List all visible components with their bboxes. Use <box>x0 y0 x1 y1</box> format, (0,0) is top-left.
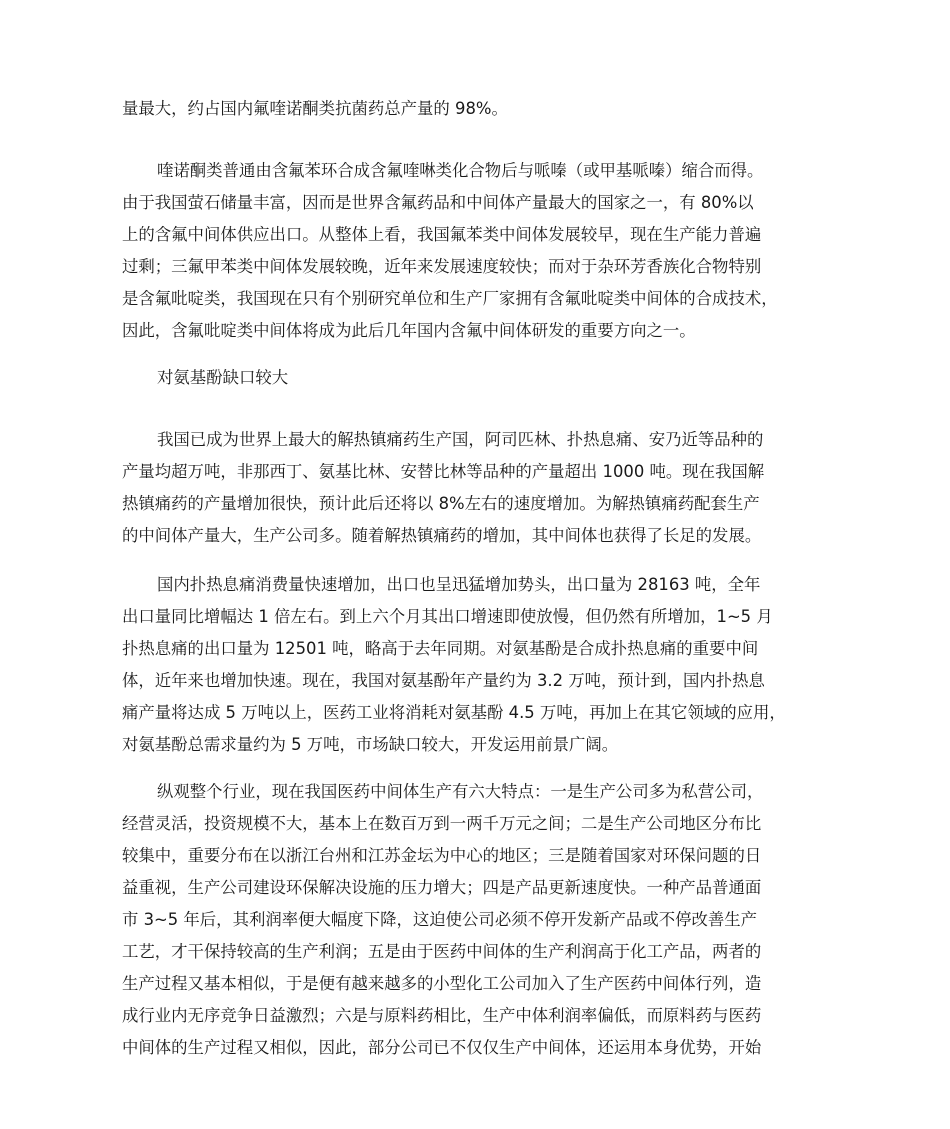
text-line: 痛产量将达成 5 万吨以上，医药工业将消耗对氨基酚 4.5 万吨，再加上在其它领域的应用， <box>122 703 786 722</box>
text-line: 因此，含氟吡啶类中间体将成为此后几年国内含氟中间体研发的重要方向之一。 <box>122 321 696 340</box>
text-line: 市 3~5 年后，其利润率便大幅度下降，这迫使公司必须不停开发新产品或不停改善生产 <box>122 910 758 929</box>
heading-text: 对氨基酚缺口较大 <box>157 368 289 387</box>
text-line: 量最大，约占国内氟喹诺酮类抗菌药总产量的 98%。 <box>122 99 508 118</box>
text-line: 上的含氟中间体供应出口。从整体上看，我国氟苯类中间体发展较早，现在生产能力普遍 <box>122 225 762 244</box>
section-heading <box>122 362 834 394</box>
text-line: 中间体的生产过程又相似，因此，部分公司已不仅仅生产中间体，还运用本身优势，开始 <box>122 1038 762 1057</box>
text-line: 对氨基酚总需求量约为 5 万吨，市场缺口较大，开发运用前景广阔。 <box>122 735 619 754</box>
text-line: 成行业内无序竞争日益激烈；六是与原料药相比，生产中体利润率偏低，而原料药与医药 <box>122 1006 762 1025</box>
text-line: 喹诺酮类普通由含氟苯环合成含氟喹啉类化合物后与哌嗪（或甲基哌嗪）缩合而得。 <box>157 161 764 180</box>
text-line: 过剩；三氟甲苯类中间体发展较晚，近年来发展速度较快；而对于杂环芳香族化合物特别 <box>122 257 762 276</box>
paragraph-continuation <box>122 93 834 125</box>
text-line: 生产过程又基本相似，于是便有越来越多的小型化工公司加入了生产医药中间体行列，造 <box>122 974 762 993</box>
paragraph-fluoroquinolone <box>122 155 834 347</box>
paragraph-analgesics <box>122 424 834 552</box>
text-line: 较集中，重要分布在以浙江台州和江苏金坛为中心的地区；三是随着国家对环保问题的日 <box>122 846 762 865</box>
text-line: 产量均超万吨，非那西丁、氨基比林、安替比林等品种的产量超出 1000 吨。现在我国解 <box>122 462 765 481</box>
text-line: 是含氟吡啶类，我国现在只有个别研究单位和生产厂家拥有含氟吡啶类中间体的合成技术， <box>122 289 778 308</box>
paragraph-paracetamol <box>122 569 834 761</box>
text-line: 经营灵活，投资规模不大，基本上在数百万到一两千万元之间；二是生产公司地区分布比 <box>122 814 762 833</box>
text-line: 由于我国萤石储量丰富，因而是世界含氟药品和中间体产量最大的国家之一，有 80%以 <box>122 193 754 212</box>
text-line: 益重视，生产公司建设环保解决设施的压力增大；四是产品更新速度快。一种产品普通面 <box>122 878 762 897</box>
text-line: 扑热息痛的出口量为 12501 吨，略高于去年同期。对氨基酚是合成扑热息痛的重要中间 <box>122 639 759 658</box>
text-line: 我国已成为世界上最大的解热镇痛药生产国，阿司匹林、扑热息痛、安乃近等品种的 <box>157 430 764 449</box>
text-line: 体，近年来也增加快速。现在，我国对氨基酚年产量约为 3.2 万吨，预计到，国内扑热息 <box>122 671 765 690</box>
text-line: 工艺，才干保持较高的生产利润；五是由于医药中间体的生产利润高于化工产品，两者的 <box>122 942 762 961</box>
text-line: 出口量同比增幅达 1 倍左右。到上六个月其出口增速即使放慢，但仍然有所增加，1~5 月 <box>122 607 773 626</box>
paragraph-industry-features <box>122 776 834 1064</box>
text-line: 国内扑热息痛消费量快速增加，出口也呈迅猛增加势头，出口量为 28163 吨，全年 <box>157 575 761 594</box>
text-line: 纵观整个行业，现在我国医药中间体生产有六大特点：一是生产公司多为私营公司， <box>157 782 764 801</box>
text-line: 的中间体产量大，生产公司多。随着解热镇痛药的增加，其中间体也获得了长足的发展。 <box>122 526 762 545</box>
text-line: 热镇痛药的产量增加很快，预计此后还将以 8%左右的速度增加。为解热镇痛药配套生产 <box>122 494 760 513</box>
